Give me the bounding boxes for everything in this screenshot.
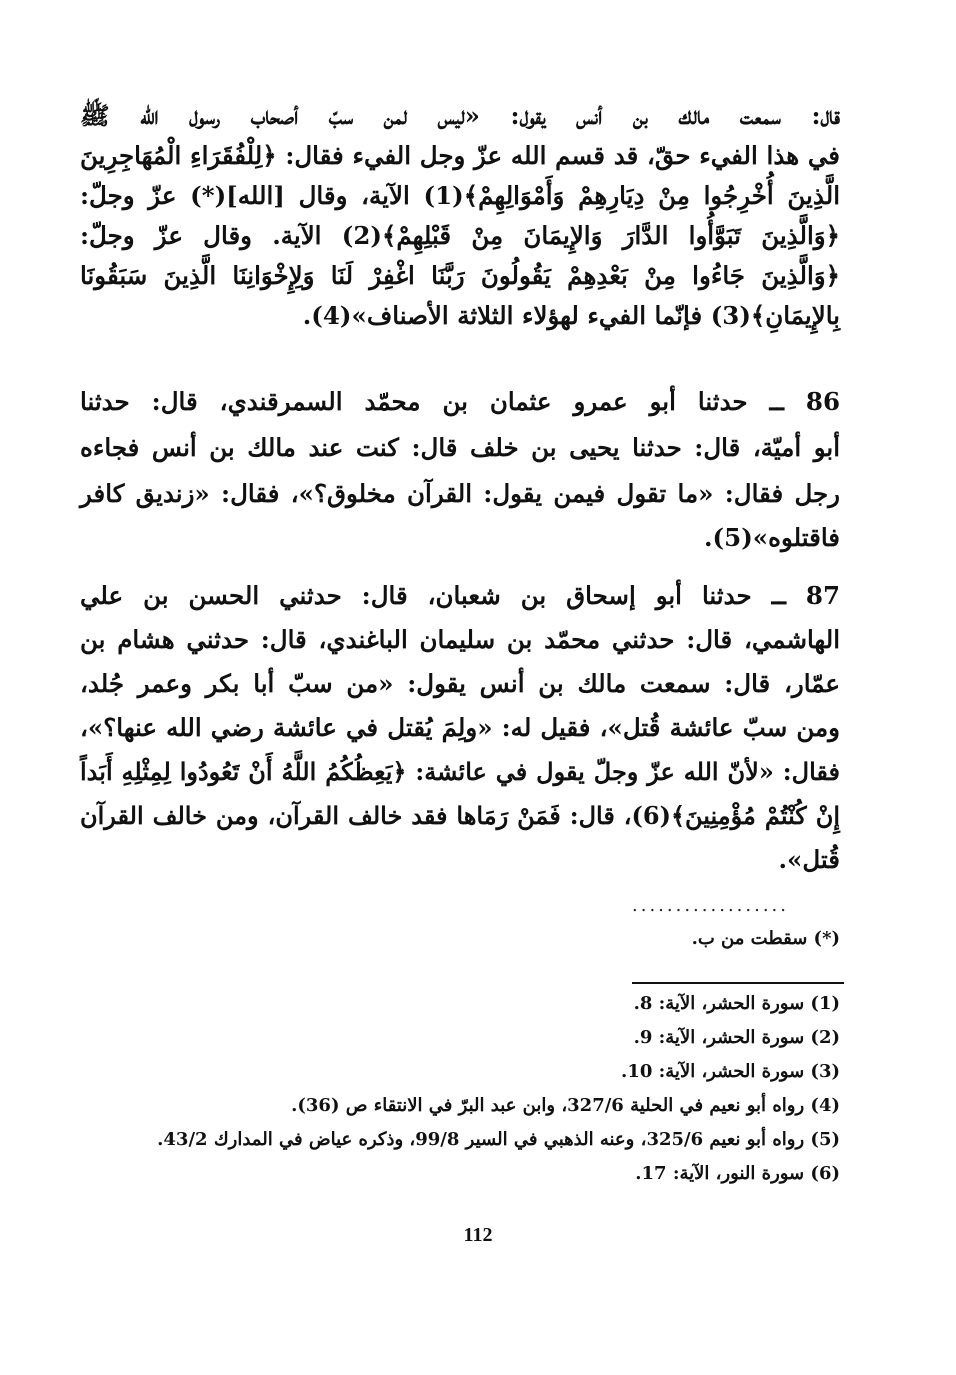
footnote-rule bbox=[632, 982, 844, 984]
text-line: أبو أميّة، قال: حدثنا يحيى بن خلف قال: كنت عند مالك بن أنس فجاءه bbox=[80, 433, 840, 462]
text-line: 86 ــ حدثنا أبو عمرو عثمان بن محمّد السمرقندي، قال: حدثنا bbox=[80, 387, 840, 416]
text-line: فقال: «لأنّ الله عزّ وجلّ يقول في عائشة: ﴿يَعِظُكُمُ اللَّهُ أَنْ تَعُودُوا لِمِثْلِهِ أَبَداً bbox=[80, 757, 840, 786]
text-line: رجل فقال: «ما تقول فيمن يقول: القرآن مخلوق؟»، فقال: «زنديق كافر bbox=[80, 479, 840, 508]
footnote-5: (5) رواه أبو نعيم 325/6، وعنه الذهبي في السير 99/8، وذكره عياض في المدارك 43/2. bbox=[157, 1129, 840, 1150]
text-line: قُتل». bbox=[778, 845, 840, 874]
text-line: الَّذِينَ أُخْرِجُوا مِنْ دِيَارِهِمْ وَأَمْوَالِهِمْ﴾(1) الآية، وقال [الله](*) عزّ وجلّ: bbox=[80, 181, 840, 210]
text-line: 87 ــ حدثنا أبو إسحاق بن شعبان، قال: حدثني الحسن بن علي bbox=[80, 581, 840, 610]
text-line: ﴿وَالَّذِينَ جَاءُوا مِنْ بَعْدِهِمْ يَقُولُونَ رَبَّنَا اغْفِرْ لَنَا وَلِإِخْوَانِنَا الَّذِينَ سَبَقُونَا bbox=[80, 261, 840, 290]
footnote-3: (3) سورة الحشر، الآية: 10. bbox=[621, 1061, 840, 1082]
text-line: إِنْ كُنْتُمْ مُؤْمِنِينَ﴾(6)، قال: فَمَنْ رَمَاها فقد خالف القرآن، ومن خالف القرآن bbox=[80, 801, 840, 830]
separator-dots: .................. bbox=[632, 895, 789, 916]
footnote-2: (2) سورة الحشر، الآية: 9. bbox=[633, 1027, 840, 1048]
text-line: ومن سبّ عائشة قُتل»، فقيل له: «ولِمَ يُقتل في عائشة رضي الله عنها؟»، bbox=[80, 713, 840, 742]
text-line: بِالإِيمَانِ﴾(3) فإنّما الفيء لهؤلاء الثلاثة الأصناف»(4). bbox=[302, 301, 840, 330]
text-line: فاقتلوه»(5). bbox=[704, 523, 840, 552]
text-line: عمّار، قال: سمعت مالك بن أنس يقول: «من سبّ أبا بكر وعمر جُلد، bbox=[80, 669, 840, 698]
text-line: الهاشمي، قال: حدثني محمّد بن سليمان الباغندي، قال: حدثني هشام بن bbox=[80, 625, 840, 654]
footnote-4: (4) رواه أبو نعيم في الحلية 327/6، وابن عبد البرّ في الانتقاء ص (36). bbox=[291, 1095, 840, 1116]
footnote-1: (1) سورة الحشر، الآية: 8. bbox=[633, 993, 840, 1014]
page-number: 112 bbox=[463, 1224, 493, 1246]
editor-note-text: (*) سقطت من ب. bbox=[691, 928, 840, 949]
text-line: قال: سمعت مالك بن أنس يقول: «ليس لمن سبّ أصحاب رسول الله ﷺ bbox=[80, 101, 840, 130]
text-line: ﴿وَالَّذِينَ تَبَوَّأُوا الدَّارَ وَالإِيمَانَ مِنْ قَبْلِهِمْ﴾(2) الآية. وقال عزّ وجلّ: bbox=[80, 221, 840, 250]
text-line: في هذا الفيء حقّ، قد قسم الله عزّ وجل الفيء فقال: ﴿لِلْفُقَرَاءِ الْمُهَاجِرِينَ bbox=[80, 141, 840, 170]
footnote-6: (6) سورة النور، الآية: 17. bbox=[635, 1163, 840, 1184]
